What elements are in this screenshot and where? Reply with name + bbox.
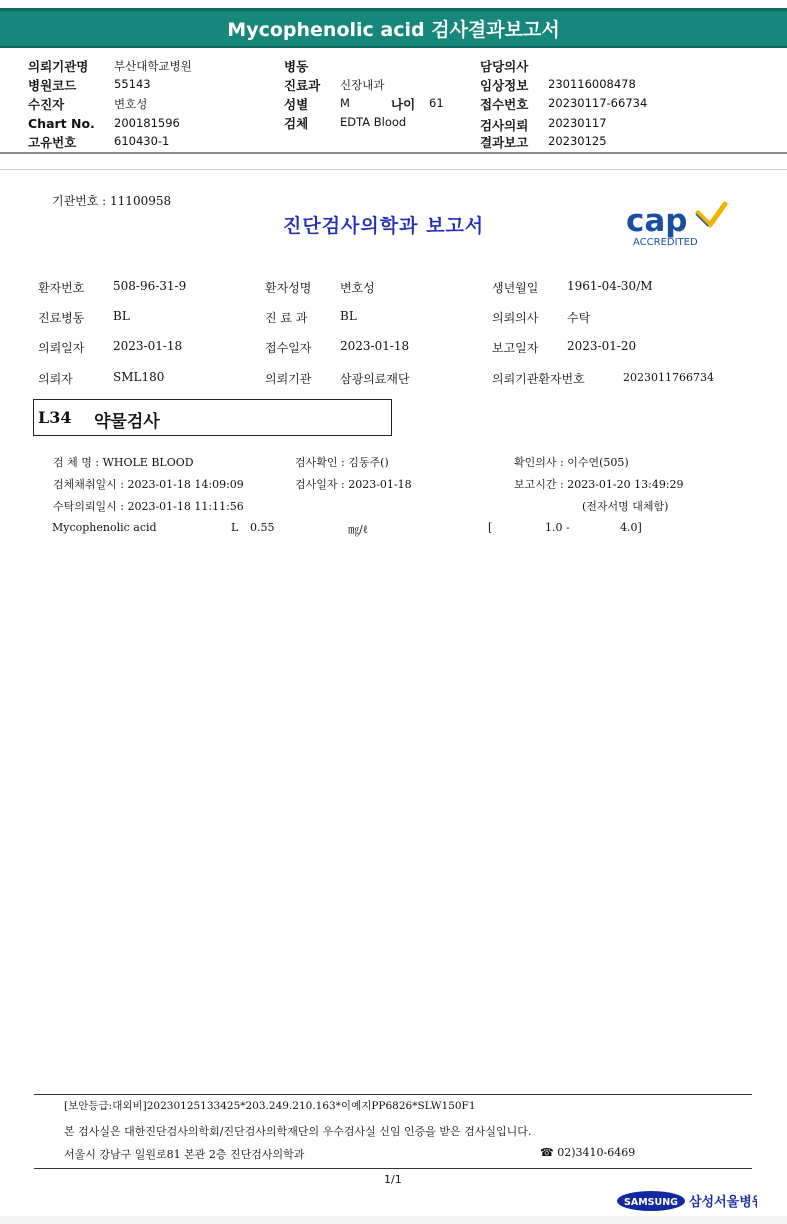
patient-key-org-patient-no: 의뢰기관환자번호 [492, 372, 585, 386]
patient-value-report-date: 2023-01-20 [567, 339, 637, 353]
header-key-referring-org: 의뢰기관명 [28, 59, 89, 74]
patient-key-receipt-date: 접수일자 [265, 341, 312, 355]
result-ref-high: 4.0] [620, 521, 642, 534]
patient-key-number: 환자번호 [38, 281, 85, 295]
detail-confirm: 검사확인 : 김동주() [295, 456, 389, 469]
footer-security: [보안등급:대외비]20230125133425*203.249.210.163*이예지PP6826*SLW150F1 [64, 1100, 476, 1112]
page-number: 1/1 [384, 1173, 402, 1186]
cap-accredited-logo [624, 200, 730, 248]
report-title: Mycophenolic acid 검사결과보고서 [227, 19, 560, 41]
header-value-chart-no: 200181596 [114, 116, 180, 130]
patient-value-request-date: 2023-01-18 [113, 339, 183, 353]
result-value: 0.55 [250, 521, 275, 534]
header-value-unique-no: 610430-1 [114, 134, 170, 148]
header-key-unique-no: 고유번호 [28, 135, 77, 150]
header-divider [0, 152, 787, 154]
footer-address: 서울시 강남구 일원로81 본관 2층 진단검사의학과 [64, 1148, 305, 1161]
section-box [33, 399, 392, 436]
header-key-test-request: 검사의뢰 [480, 118, 529, 133]
patient-key-birthdate: 생년월일 [492, 281, 539, 295]
patient-key-department: 진 료 과 [265, 311, 308, 325]
header-value-test-request: 20230117 [548, 116, 607, 130]
detail-test-date: 검사일자 : 2023-01-18 [295, 478, 412, 491]
patient-value-org-patient-no: 2023011766734 [623, 371, 714, 384]
header-key-age: 나이 [391, 97, 416, 112]
detail-collect-time: 검체채취일시 : 2023-01-18 14:09:09 [53, 478, 244, 491]
header-key-patient: 수진자 [28, 97, 65, 112]
cap-logo-text: cap [626, 203, 688, 239]
footer-certification: 본 검사실은 대한진단검사의학회/진단검사의학재단의 우수검사실 신임 인증을 받은 검사실입니다. [64, 1125, 532, 1138]
header-key-chart-no: Chart No. [28, 116, 95, 131]
patient-value-requester: SML180 [113, 370, 165, 384]
footer-phone: ☎ 02)3410-6469 [540, 1146, 636, 1159]
result-unit: ㎎/ℓ [348, 523, 368, 536]
patient-key-report-date: 보고일자 [492, 341, 539, 355]
header-key-specimen: 검체 [284, 116, 309, 131]
section-code: L34 [38, 408, 72, 427]
report-title-bar [0, 8, 787, 48]
header-value-patient: 변호성 [114, 97, 148, 111]
patient-key-name: 환자성명 [265, 281, 312, 295]
header-value-department: 신장내과 [340, 78, 385, 92]
section-name: 약물검사 [94, 412, 160, 432]
header-value-hospital-code: 55143 [114, 77, 151, 91]
samsung-hospital-logo [617, 1190, 757, 1212]
patient-key-requesting-org: 의뢰기관 [265, 372, 312, 386]
header-key-attending: 담당의사 [480, 59, 529, 74]
patient-key-requester: 의뢰자 [38, 372, 73, 386]
detail-report-time: 보고시간 : 2023-01-20 13:49:29 [514, 478, 684, 491]
detail-specimen: 검 체 명 : WHOLE BLOOD [53, 456, 194, 469]
header-value-receipt-no: 20230117-66734 [548, 96, 648, 110]
org-number: 기관번호 : 11100958 [52, 194, 172, 208]
header-key-hospital-code: 병원코드 [28, 78, 77, 93]
header-key-clinical-info: 임상정보 [480, 78, 529, 93]
detail-receive-time: 수탁의뢰일시 : 2023-01-18 11:11:56 [53, 500, 244, 513]
header-value-referring-org: 부산대학교병원 [114, 59, 192, 73]
patient-value-number: 508-96-31-9 [113, 279, 187, 293]
samsung-brand-text: SAMSUNG [624, 1197, 678, 1208]
header-key-ward: 병동 [284, 59, 309, 74]
header-key-sex: 성별 [284, 97, 309, 112]
header-value-clinical-info: 230116008478 [548, 77, 636, 91]
detail-doctor: 확인의사 : 이수연(505) [514, 456, 629, 469]
footer-top-line [34, 1094, 752, 1095]
header-value-age: 61 [429, 96, 444, 110]
patient-value-name: 변호성 [340, 281, 375, 295]
patient-key-ward: 진료병동 [38, 311, 85, 325]
patient-value-ward: BL [113, 309, 130, 323]
result-test-name: Mycophenolic acid [52, 521, 157, 534]
header-key-receipt-no: 접수번호 [480, 97, 529, 112]
header-value-result-report: 20230125 [548, 134, 607, 148]
patient-value-requesting-doctor: 수탁 [567, 311, 591, 325]
patient-value-birthdate: 1961-04-30/M [567, 279, 653, 293]
detail-esign: (전자서명 대체함) [582, 500, 669, 513]
result-flag: L [231, 521, 239, 534]
header-divider-thin [0, 169, 787, 170]
samsung-hospital-text: 삼성서울병원 [689, 1195, 757, 1210]
patient-key-requesting-doctor: 의뢰의사 [492, 311, 539, 325]
footer-bottom-line [34, 1168, 752, 1169]
patient-value-requesting-org: 삼광의료재단 [340, 372, 410, 386]
header-key-department: 진료과 [284, 78, 321, 93]
header-value-sex: M [340, 96, 350, 110]
lab-report-title: 진단검사의학과 보고서 [283, 215, 485, 237]
patient-value-department: BL [340, 309, 357, 323]
header-key-result-report: 결과보고 [480, 135, 529, 150]
result-ref-low: 1.0 - [545, 521, 570, 534]
patient-key-request-date: 의뢰일자 [38, 341, 85, 355]
patient-value-receipt-date: 2023-01-18 [340, 339, 410, 353]
result-ref-open: [ [488, 521, 493, 534]
header-value-specimen: EDTA Blood [340, 115, 407, 129]
cap-logo-subtext: ACCREDITED [633, 237, 698, 248]
